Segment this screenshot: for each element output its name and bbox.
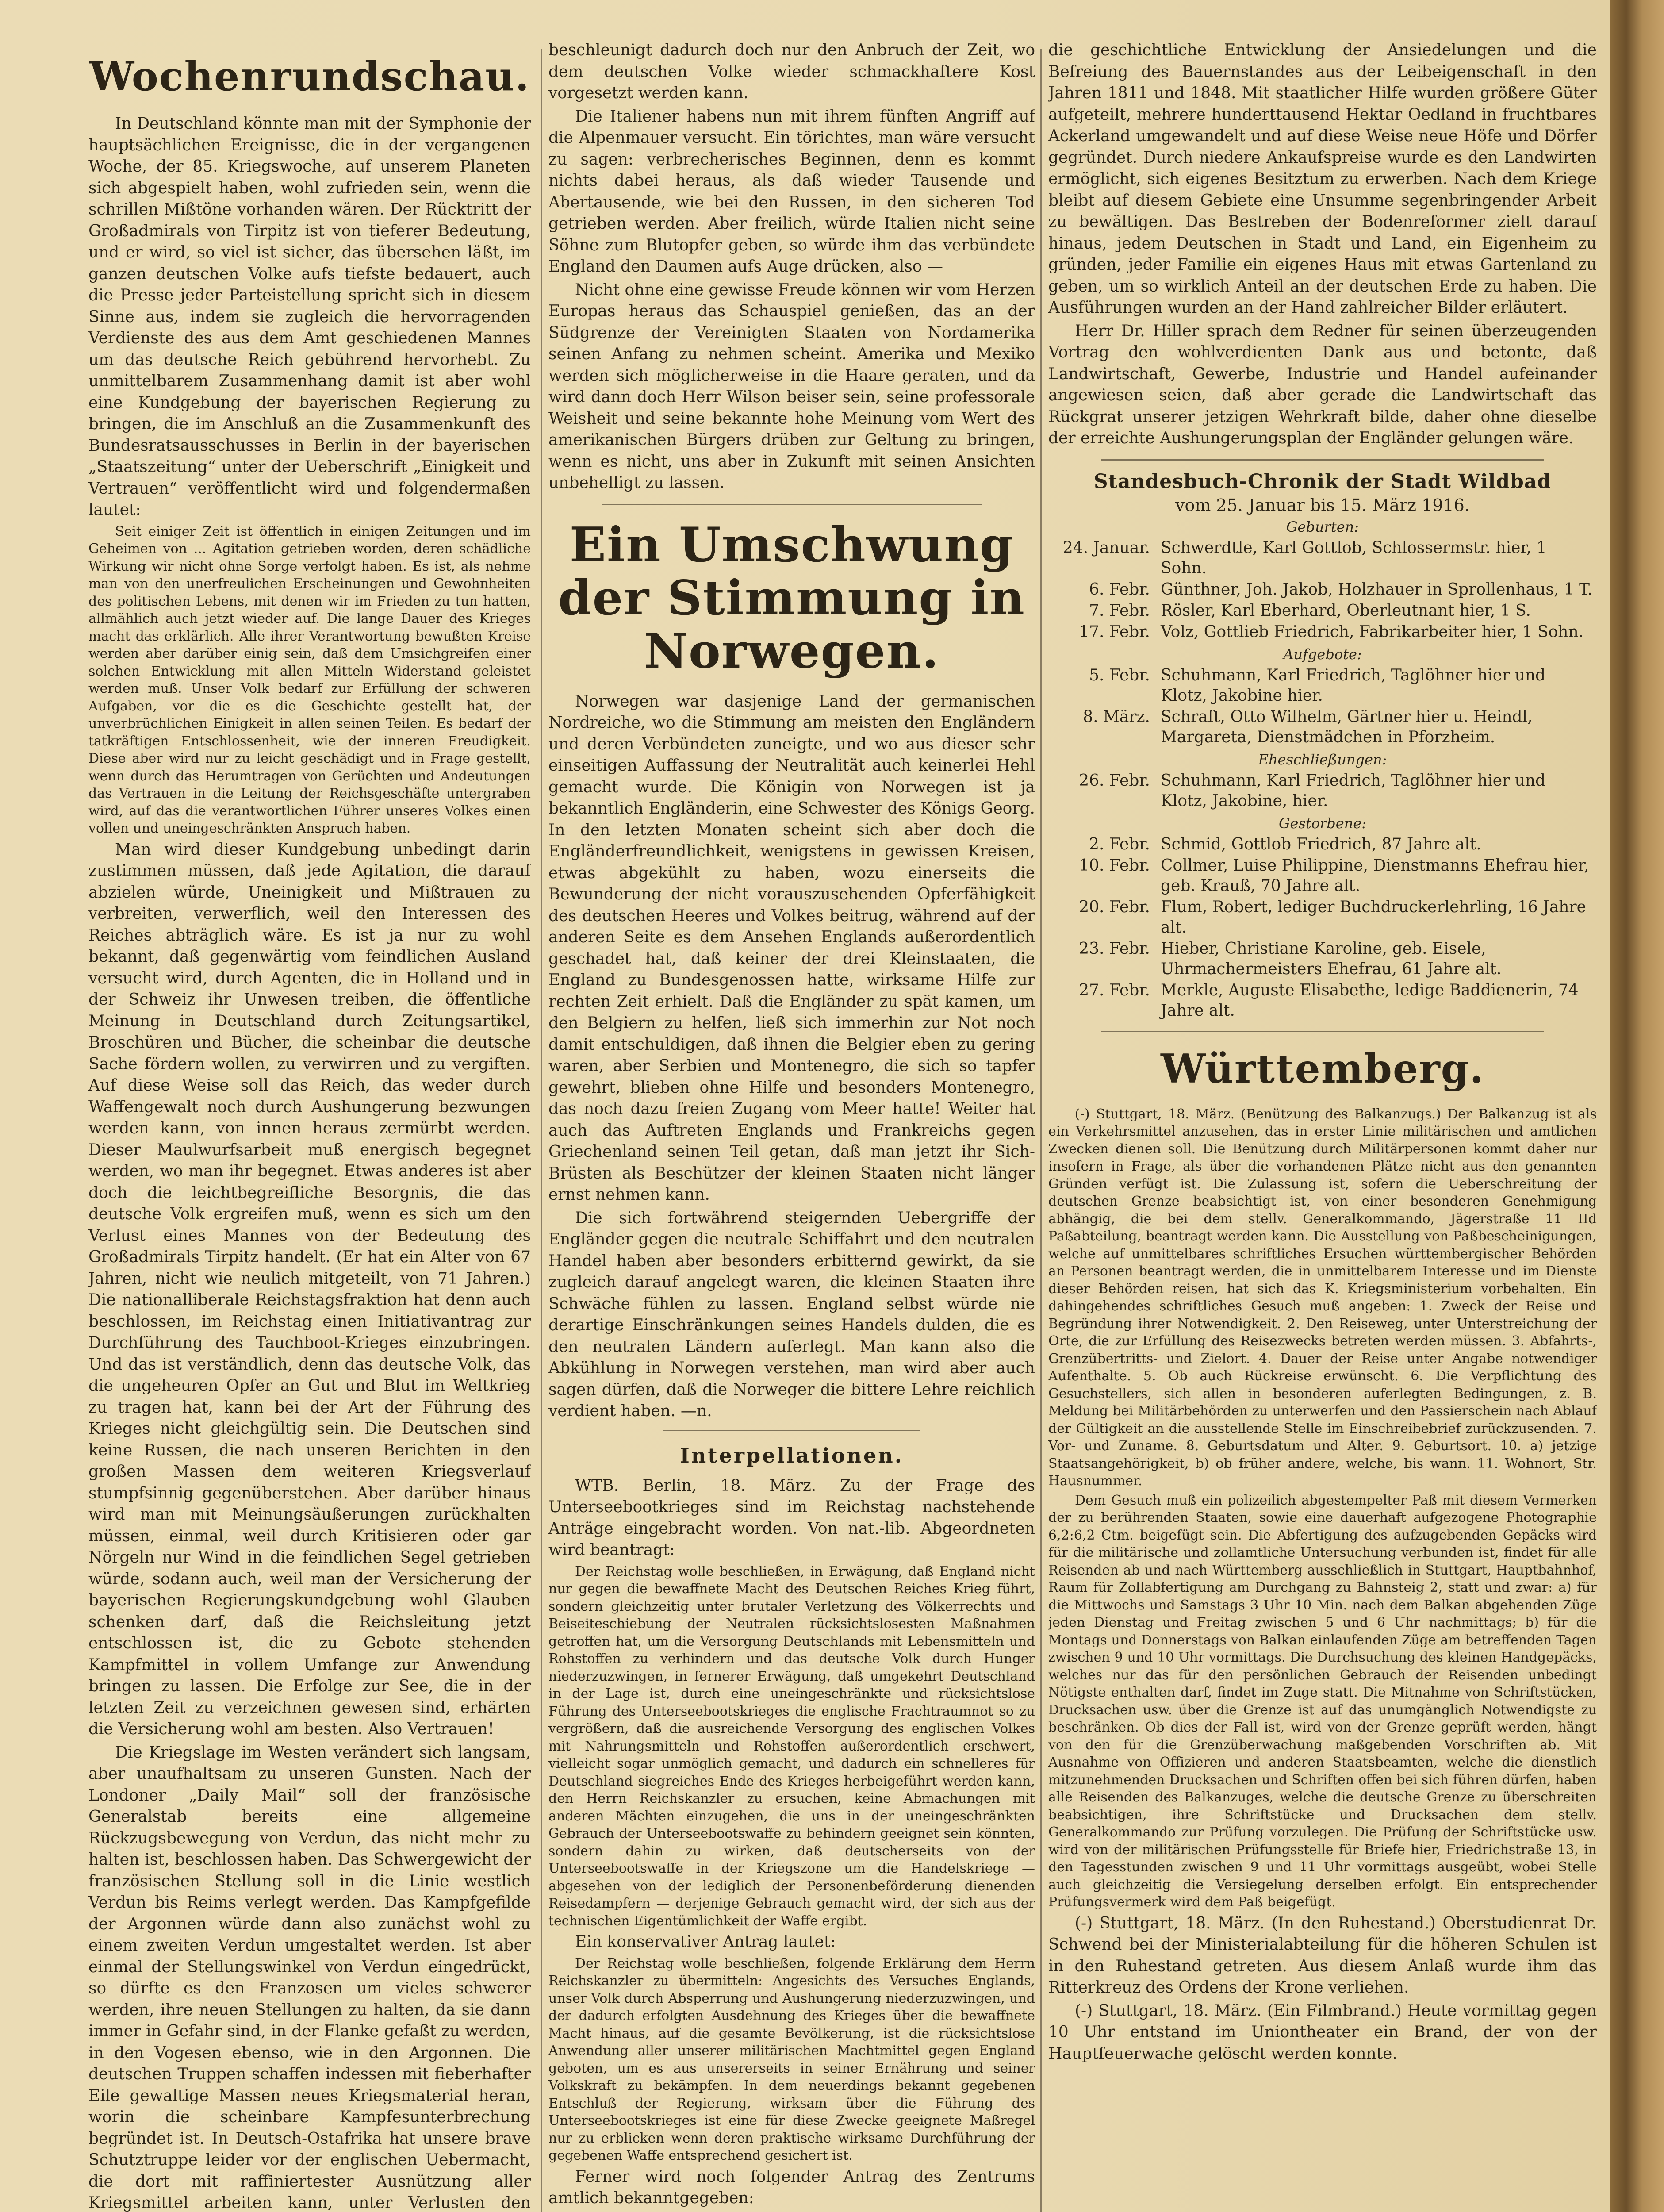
article-paragraph: In Deutschland könnte man mit der Symphonie der hauptsächlichen Ereignisse, die in der vergangenen Woche, der 85. Kriegswoche, auf unserem Planeten sich abgespielt haben, wohl zufrieden sein, wenn die schrillen Mißtöne vorhanden wären. Der Rücktritt der Großadmirals von Tirpitz ist von tieferer Bedeutung, und er wird, so viel ist sicher, das übersehen läßt, im ganzen deutschen Volke aufs tiefste bedauert, auch die Presse jeder Parteistellung spricht sich in diesem Sinne aus, indem sie zugleich die hervorragenden Verdienste des aus dem Amt geschiedenen Mannes um das deutsche Reich gebührend hervorhebt. Zu unmittelbarem Zusammenhang damit ist aber wohl eine Kundgebung der bayerischen Regierung zu bringen, die im Anschluß an die Zusammenkunft des Bundesratsausschusses in Berlin in der bayerischen „Staatszeitung“ unter der Ueberschrift „Einigkeit und Vertrauen“ veröffentlicht wird und folgendermaßen lautet: (88, 115, 531, 519)
chronicle-group-label: Geburten: (1286, 518, 1359, 535)
chronicle-entry (1048, 665, 1597, 706)
article-paragraph: Die sich fortwährend steigernden Uebergriffe der Engländer gegen die neutrale Schiffahrt und den neutralen Handel haben aber besonders erbitternd gewirkt, da sie zugleich darauf angelegt waren, die kleinen Staaten ihre Schwäche fühlen zu lassen. England selbst würde nie derartige Einschränkungen seines Handels dulden, die es den neutralen Ländern auferlegt. Man kann also die Abkühlung in Norwegen verstehen, man wird aber auch sagen dürfen, daß die Norweger die bittere Lehre reichlich verdient haben. —n. (548, 1209, 1035, 1420)
chronicle-title: Standesbuch-Chronik der Stadt Wildbad (1093, 470, 1552, 493)
entry-text: Volz, Gottlieb Friedrich, Fabrikarbeiter hier, 1 Sohn. (1161, 622, 1584, 641)
quoted-paragraph: Der Reichstag wolle beschließen, in Erwägung, daß England nicht nur gegen die bewaffnete Macht des Deutschen Reiches Krieg führt, sondern gleichzeitig unter brutaler Verletzung des Völkerrechts und Beiseiteschiebung der Neutralen rücksichtslosesten Maßnahmen getroffen hat, um die Versorgung Deutschlands mit Lebensmitteln und Rohstoffen zu verhindern und das deutsche Volk durch Hunger niederzuzwingen, in fernerer Erwägung, daß umgekehrt Deutschland in der Lage ist, durch eine uneingeschränkte und rücksichtslose Führung des Unterseebootskrieges die englische Frachtraumnot so zu vergrößern, daß die ausreichende Versorgung des englischen Volkes mit Nahrungsmitteln und Rohstoffen außerordentlich erschwert, vielleicht sogar unmöglich gemacht, und dadurch ein schnelleres für Deutschland siegreiches Ende des Krieges herbeigeführt werden kann, den Herrn Reichskanzler zu ersuchen, keine Abmachungen mit anderen Mächten einzugehen, die uns in der uneingeschränkten Gebrauch der Unterseebootswaffe zu behindern geeignet sein könnten, sondern dahin zu wirken, daß deutscherseits von der Unterseebootswaffe in der Kriegszone um die Handelskriege — abgesehen von der lediglich der Personenbeförderung dienenden Reisedampfern — derjenige Gebrauch gemacht wird, der sich aus der technischen Eigentümlichkeit der Waffe ergibt. (548, 1563, 1035, 1929)
quoted-paragraph: Seit einiger Zeit ist öffentlich in einigen Zeitungen und im Geheimen von ... Agitation getrieben worden, deren schädliche Wirkung wir nicht ohne Sorge verfolgt haben. Es ist, als nehme man von den unerfreulichen Erscheinungen und Gewohnheiten des politischen Lebens, mit denen wir im Frieden zu tun hatten, allmählich auch jetzt wieder auf. Die lange Dauer des Krieges macht das erklärlich. Alle ihrer Verantwortung bewußten Kreise werden aber darüber einig sein, daß dem Umsichgreifen einer solchen Entwicklung mit allen Mitteln Widerstand geleistet werden muß. Unser Volk bedarf zur Erfüllung der schweren Aufgaben, vor die es die Geschichte gestellt hat, der unverbrüchlichen Einigkeit in allen seinen Teilen. Es bedarf der tatkräftigen Entschlossenheit, wie der inneren Freudigkeit. Diese aber wird nur zu leicht geschädigt und in Frage gestellt, wenn durch das Herumtragen von Gerüchten und Andeutungen das Vertrauen in die Leitung der Reichsgeschäfte untergraben wird, auf das die verantwortlichen Führer unseres Volkes einen vollen und uneingeschränkten Anspruch haben. (88, 523, 531, 836)
article-paragraph: Dem Gesuch muß ein polizeilich abgestempelter Paß mit diesem Vermerken der zu berührenden Staaten, sowie eine dauerhaft aufgezogene Photographie 6,2:6,2 Ctm. beigefügt sein. Die Abfertigung des aufzugebenden Gepäcks wird für die militärische und zollamtliche Untersuchung verbunden ist, findet für alle Reisenden ab und nach Württemberg ausschließlich in Stuttgart, Hauptbahnhof, Raum für Zollabfertigung am Durchgang zu Bahnsteig 2, statt und zwar: a) für die Mittwochs und Samstags 3 Uhr 10 Min. nach dem Balkan abgehenden Züge jeden Dienstag und Freitag zwischen 5 und 6 Uhr nachmittags; b) für die Montags und Donnerstags von Balkan einlaufenden Züge am betreffenden Tagen zwischen 9 und 10 Uhr vormittags. Die Durchsuchung des kleinen Handgepäcks, welches nur das für den persönlichen Gebrauch der Reisenden unbedingt Nötigste enthalten darf, findet im Zuge statt. Die Mitnahme von Schriftstücken, Drucksachen usw. über die Grenze ist auf das unumgänglich Notwendigste zu beschränken. Ob dies der Fall ist, wird von der Grenze geprüft werden, hängt von den für die Grenzüberwachung maßgebenden Vorschriften ab. Mit Ausnahme von Offizieren und anderen Staatsbeamten, welche die dienstlich mitzunehmenden Drucksachen und Schriften offen bei sich führen dürfen, haben alle Reisenden des Balkanzuges, welche die deutsche Grenze zu überschreiten beabsichtigen, ihre Schriftstücke und Drucksachen dem stellv. Generalkommando zur Prüfung vorzulegen. Die Prüfung der Schriftstücke usw. wird von der militärischen Prüfungsstelle für Briefe hier, Friedrichstraße 13, in den Tagesstunden zwischen 9 und 11 Uhr vormittags ausgeübt, wobei Stelle auch gleichzeitig die Versiegelung derselben erfolgt. Ein entsprechender Prüfungsvermerk wird dem Paß beigefügt. (1048, 1492, 1597, 1910)
entry-date: 17. Febr. (1079, 622, 1150, 641)
quoted-paragraph: Der Reichstag wolle beschließen, folgende Erklärung dem Herrn Reichskanzler zu übermitteln: Angesichts des Versuches Englands, unser Volk durch Absperrung und Aushungerung niederzuzwingen, und der dadurch erfolgten Ausdehnung des Krieges über die bewaffnete Macht hinaus, auf die gesamte Bevölkerung, ist die rücksichtslose Anwendung aller unserer militärischen Machtmittel gegen England geboten, um es aus unsererseits in seiner Ernährung und seiner Volkskraft zu bekämpfen. In dem neuerdings bekannt gegebenen Entschluß der Regierung, wirksam über die Führung des Unterseebootskrieges ist eine für diese Zwecke geeignete Maßregel nur zu erblicken wenn deren praktische wirksame Durchführung der gegebenen Waffe entsprechend gesichert ist. (548, 1955, 1035, 2163)
section-separator (1101, 459, 1544, 461)
entry-text: Schmid, Gottlob Friedrich, 87 Jahre alt. (1161, 835, 1481, 853)
article-title: Württemberg. (1161, 1045, 1484, 1092)
chronicle-entry (1048, 834, 1597, 855)
chronicle-entry (1048, 622, 1597, 642)
entry-date: 27. Febr. (1079, 981, 1150, 999)
chronicle-group-label: Eheschließungen: (1258, 751, 1387, 768)
chronicle-list (1048, 518, 1597, 1021)
entry-text: Günthner, Joh. Jakob, Holzhauer in Sprollenhaus, 1 T. (1161, 580, 1593, 599)
chronicle-group-label: Gestorbene: (1278, 814, 1367, 832)
entry-text: Collmer, Luise Philippine, Dienstmanns Ehefrau hier, geb. Krauß, 70 Jahre alt. (1161, 856, 1589, 895)
entry-date: 6. Febr. (1089, 580, 1150, 599)
chronicle-entry (1048, 856, 1597, 896)
article-paragraph: Ferner wird noch folgender Antrag des Zentrums amtlich bekanntgegeben: (548, 2167, 1035, 2207)
column-wochenrundschau (88, 40, 531, 2212)
entry-text: Flum, Robert, lediger Buchdruckerlehrling, 16 Jahre alt. (1161, 898, 1586, 937)
chronicle-entry (1048, 580, 1597, 600)
entry-date: 20. Febr. (1079, 898, 1150, 916)
chronicle-group-label: Aufgebote: (1283, 645, 1362, 663)
entry-date: 2. Febr. (1089, 835, 1150, 853)
column-right (1048, 40, 1597, 2212)
article-paragraph: Nicht ohne eine gewisse Freude können wir vom Herzen Europas heraus das Schauspiel genießen, das an der Südgrenze der Vereinigten Staaten von Nordamerika seinen Anfang zu nehmen scheint. Amerika und Mexiko werden sich möglicherweise in die Haare geraten, und da wird dann doch Herr Wilson beiser sein, seine professorale Weisheit und seine bekannte hohe Meinung vom Wert des amerikanischen Bürgers drüben zur Geltung zu bringen, wenn es nicht, uns aber in Zukunft mit seinen Ansichten unbehelligt zu lassen. (548, 280, 1035, 492)
entry-text: Schwerdtle, Karl Gottlob, Schlossermstr. hier, 1 Sohn. (1161, 538, 1547, 577)
article-paragraph: Herr Dr. Hiller sprach dem Redner für seinen überzeugenden Vortrag den wohlverdienten Dank aus und betonte, daß Landwirtschaft, Gewerbe, Industrie und Handel aufeinander angewiesen seien, daß aber gerade die Landwirtschaft das Rückgrat unserer jetzigen Wehrkraft bilde, daher ohne dieselbe der erreichte Aushungerungsplan der Engländer gelungen wäre. (1048, 322, 1597, 447)
section-separator (602, 504, 982, 505)
article-title: Ein Umschwung der Stimmung in Norwegen. (558, 517, 1025, 679)
article-paragraph: Ein konservativer Antrag lautet: (575, 1933, 836, 1951)
section-separator (663, 1430, 920, 1431)
entry-text: Rösler, Karl Eberhard, Oberleutnant hier, 1 S. (1161, 601, 1531, 620)
article-paragraph: (-) Stuttgart, 18. März. (In den Ruhestand.) Oberstudienrat Dr. Schwend bei der Ministerialabteilung für die höheren Schulen ist in den Ruhestand getreten. Aus diesem Anlaß wurde ihm das Ritterkreuz des Ordens der Krone verliehen. (1048, 1914, 1597, 1997)
entry-date: 8. März. (1083, 707, 1150, 726)
entry-date: 10. Febr. (1079, 856, 1150, 875)
entry-date: 23. Febr. (1079, 939, 1150, 958)
article-paragraph: Norwegen war dasjenige Land der germanischen Nordreiche, wo die Stimmung am meisten den Engländern und deren Verbündeten zuneigte, und wo aus dieser sehr einseitigen Auffassung der Neutralität auch keinerlei Hehl gemacht wurde. Die Königin von Norwegen ist ja bekanntlich Engländerin, eine Schwester des Königs Georg. In den letzten Monaten scheint sich aber doch die Engländerfreundlichkeit, wenigstens in gewissen Kreisen, etwas abgekühlt zu haben, wozu einerseits die Bewunderung der nicht vorauszusehenden Opferfähigkeit des deutschen Heeres und Volkes beitrug, während auf der anderen Seite es dem Ansehen Englands außerordentlich geschadet hat, daß keiner der drei Kleinstaaten, die England zu Bundesgenossen hatte, wirksame Hilfe zur rechten Zeit erhielt. Daß die Engländer zu spät kamen, um den Belgiern zu helfen, ließ sich immerhin zur Not noch damit entschuldigen, daß ihnen die Belgier eben zu gering waren, aber Serbien und Montenegro, die sich so tapfer gewehrt, blieben ohne Hilfe und besonders Montenegro, das noch dazu freien Zugang vom Meer hatte! Weiter hat auch das Auftreten Englands und Frankreichs gegen Griechenland seinen Teil getan, daß man jetzt ihr Sich-Brüsten als Beschützer der kleinen Staaten nicht länger ernst nehmen kann. (548, 692, 1035, 1204)
chronicle-entry (1048, 771, 1597, 811)
chronicle-entry (1048, 538, 1597, 579)
chronicle-entry (1048, 601, 1597, 621)
article-paragraph: WTB. Berlin, 18. März. Zu der Frage des Unterseebootkrieges sind im Reichstag nachstehende Anträge eingebracht worden. Von nat.-lib. Abgeordneten wird beantragt: (548, 1476, 1035, 1559)
entry-date: 26. Febr. (1079, 771, 1150, 790)
article-paragraph: Die Italiener habens nun mit ihrem fünften Angriff auf die Alpenmauer versucht. Ein törichtes, man wäre versucht zu sagen: verbrecherisches Beginnen, denn es kommt nichts dabei heraus, als daß wieder Tausende und Abertausende, wie bei den Russen, in den sicheren Tod getrieben werden. Aber freilich, würde Italien nicht seine Söhne zum Blutopfer geben, so würde ihm das verbündete England den Daumen aufs Auge drücken, also — (548, 107, 1035, 276)
article-paragraph: beschleunigt dadurch doch nur den Anbruch der Zeit, wo dem deutschen Volke wieder schmackhaftere Kost vorgesetzt werden kann. (548, 41, 1035, 102)
entry-date: 24. Januar. (1062, 538, 1150, 557)
article-paragraph: die geschichtliche Entwicklung der Ansiedelungen und die Befreiung des Bauernstandes aus der Leibeigenschaft in den Jahren 1811 und 1848. Mit staatlicher Hilfe wurden größere Güter aufgeteilt, mehrere hunderttausend Hektar Oedland in fruchtbares Ackerland umgewandelt und auf diese Weise neue Höfe und Dörfer gegründet. Durch niedere Ankaufspreise wurde es den Landwirten ermöglicht, sich eigenes Besitztum zu erwerben. Nach dem Kriege bleibt auf diesem Gebiete eine Unsumme segenbringender Arbeit zu bewältigen. Das Bestreben der Bodenreformer zielt darauf hinaus, jedem Deutschen in Stadt und Land, ein Eigenheim zu gründen, jeder Familie ein eigenes Haus mit etwas Gartenland zu geben, um so wirklich Anteil an der deutschen Erde zu haben. Die Ausführungen wurden an der Hand zahlreicher Bilder erläutert. (1048, 41, 1597, 317)
article-paragraph: Die Kriegslage im Westen verändert sich langsam, aber unaufhaltsam zu unseren Gunsten. Nach der Londoner „Daily Mail“ soll der französische Generalstab bereits eine allgemeine Rückzugsbewegung von Verdun, das nicht mehr zu halten ist, beschlossen haben. Das Schwergewicht der französischen Stellung soll in die Linie westlich Verdun bis Reims verlegt werden. Das Kampfgefilde der Argonnen würde dann also zunächst wohl zu einem zweiten Verdun umgestaltet werden. Ist aber einmal der Stellungswinkel von Verdun eingedrückt, so dürfte es den Franzosen um vieles schwerer werden, ihre neuen Stellungen zu halten, da sie dann immer in Gefahr sind, in der Flanke gefaßt zu werden, in den Vogesen ebenso, wie in den Argonnen. Die deutschen Truppen schaffen indessen mit fieberhafter Eile gewaltige Massen neues Kriegsmaterial heran, worin die scheinbare Kampfesunterbrechung begründet ist. In Deutsch-Ostafrika hat unsere brave Schutztruppe leider vor der englischen Uebermacht, die dort mit raffiniertester Ausnützung aller Kriegsmittel arbeiten kann, unter Verlusten den (88, 1743, 531, 2212)
entry-text: Schraft, Otto Wilhelm, Gärtner hier u. Heindl, Margareta, Dienstmädchen in Pforzheim. (1161, 707, 1533, 746)
entry-text: Schuhmann, Karl Friedrich, Taglöhner hier und Klotz, Jakobine, hier. (1161, 771, 1546, 810)
chronicle-entry (1048, 939, 1597, 979)
article-title: Wochenrundschau. (89, 53, 530, 100)
column-middle (548, 40, 1035, 2212)
article-paragraph: (-) Stuttgart, 18. März. (Ein Filmbrand.) Heute vormittag gegen 10 Uhr entstand im Uniontheater ein Brand, der von der Hauptfeuerwache gelöscht werden konnte. (1048, 2001, 1597, 2063)
column-rule (1040, 49, 1042, 2212)
chronicle-entry (1048, 897, 1597, 938)
section-separator (1101, 1031, 1544, 1032)
article-paragraph: Man wird dieser Kundgebung unbedingt darin zustimmen müssen, daß jede Agitation, die darauf abzielen würde, Uneinigkeit und Mißtrauen zu verbreiten, verwerflich, weil den Interessen des Reiches abträglich wäre. Es ist ja nur zu wohl bekannt, daß gegenwärtig vom feindlichen Ausland versucht wird, durch Agenten, die in Holland und in der Schweiz ihr Unwesen treiben, die öffentliche Meinung in Deutschland durch Zeitungsartikel, Broschüren und Bücher, die scheinbar die deutsche Sache fördern wollen, zu verwirren und zu vergiften. Auf diese Weise soll das Reich, das weder durch Waffengewalt noch durch Aushungerung bezwungen werden kann, von innen heraus zermürbt werden. Dieser Maulwurfsarbeit muß energisch begegnet werden, wo man ihr begegnet. Etwas anderes ist aber doch die leichtbegreifliche Besorgnis, die das deutsche Volk ergreifen muß, wenn es sich um den Verlust eines Mannes von der Bedeutung des Großadmirals Tirpitz handelt. (Er hat ein Alter von 67 Jahren, nicht wie neulich mitgeteilt, von 71 Jahren.) Die nationalliberale Reichstagsfraktion hat denn auch beschlossen, im Reichstag einen Initiativantrag zur Durchführung des Tauchboot-Krieges einzubringen. Und das ist verständlich, denn das deutsche Volk, das die ungeheuren Opfer an Gut und Blut im Weltkrieg zu tragen hat, kann bei der Art der Führung des Krieges nicht gleichgültig sein. Die Deutschen sind keine Russen, die nach unseren Berichten in den großen Massen dem weiteren Kriegsverlauf stumpfsinnig gegenüberstehen. Aber darüber hinaus wird man mit Meinungsäußerungen zurückhalten müssen, einmal, weil durch Kritisieren oder gar Nörgeln nur Wind in die feindlichen Segel getrieben würde, sodann auch, weil man der Versicherung der bayerischen Regierungskundgebung wohl Glauben schenken darf, daß die Reichsleitung jetzt entschlossen ist, die zu Gebote stehenden Kampfmittel in vollem Umfange zur Anwendung bringen zu lassen. Die Erfolge zur See, die in der letzten Zeit zu verzeichnen gewesen sind, erhärten die Versicherung wohl am besten. Also Vertrauen! (88, 840, 531, 1738)
entry-date: 5. Febr. (1089, 666, 1150, 684)
entry-text: Hieber, Christiane Karoline, geb. Eisele, Uhrmachermeisters Ehefrau, 61 Jahre alt. (1161, 939, 1502, 978)
article-paragraph: (-) Stuttgart, 18. März. (Benützung des Balkanzugs.) Der Balkanzug ist als ein Verkehrsmittel anzusehen, das in erster Linie militärischen und amtlichen Zwecken dienen soll. Die Benützung durch Militärpersonen kommt daher nur insofern in Frage, als über die vorhandenen Plätze nicht aus den genannten Gründen verfügt ist. Die Zulassung ist, sofern die Ueberschreitung der deutschen Grenze beabsichtigt ist, von einer besonderen Genehmigung abhängig, die bei dem stellv. Generalkommando, Jägerstraße 11 IId Paßabteilung, beantragt werden kann. Die Ausstellung von Paßbescheinigungen, welche auf unmittelbares schriftliches Ersuchen württembergischer Behörden an Personen beantragt werden, die in unmittelbarem Interesse und im Dienste dieser Behörden reisen, hat sich das K. Kriegsministerium vorbehalten. Ein dahingehendes schriftliches Gesuch muß angeben: 1. Zweck der Reise und Begründung ihrer Notwendigkeit. 2. Den Reiseweg, unter Unterstreichung der Orte, die zur Erfüllung des Reisezwecks betreten werden müssen. 3. Abfahrts-, Grenzübertritts- und Zielort. 4. Dauer der Reise unter Angabe notwendiger Aufenthalte. 5. Ob auch Rückreise erwünscht. 6. Die Verpflichtung des Gesuchstellers, sich allen in besonderen auferlegten Bedingungen, z. B. Meldung bei Militärbehörden zu unterwerfen und den Passierschein nach Ablauf der Gültigkeit an die ausstellende Stelle im Einschreibebrief zurückzusenden. 7. Vor- und Zuname. 8. Geburtsdatum und Alter. 9. Geburtsort. 10. a) jetzige Staatsangehörigkeit, b) ob früher andere, welche, bis wann. 11. Wohnort, Str. Hausnummer. (1048, 1106, 1597, 1489)
entry-text: Merkle, Auguste Elisabethe, ledige Baddienerin, 74 Jahre alt. (1161, 981, 1579, 1020)
section-heading: Interpellationen. (680, 1443, 904, 1467)
column-rule (541, 49, 542, 2212)
chronicle-entry (1048, 707, 1597, 748)
chronicle-range: vom 25. Januar bis 15. März 1916. (1175, 495, 1470, 515)
entry-text: Schuhmann, Karl Friedrich, Taglöhner hier und Klotz, Jakobine hier. (1161, 666, 1546, 705)
book-binding (1610, 0, 1664, 2212)
entry-date: 7. Febr. (1089, 601, 1150, 620)
chronicle-entry (1048, 980, 1597, 1021)
